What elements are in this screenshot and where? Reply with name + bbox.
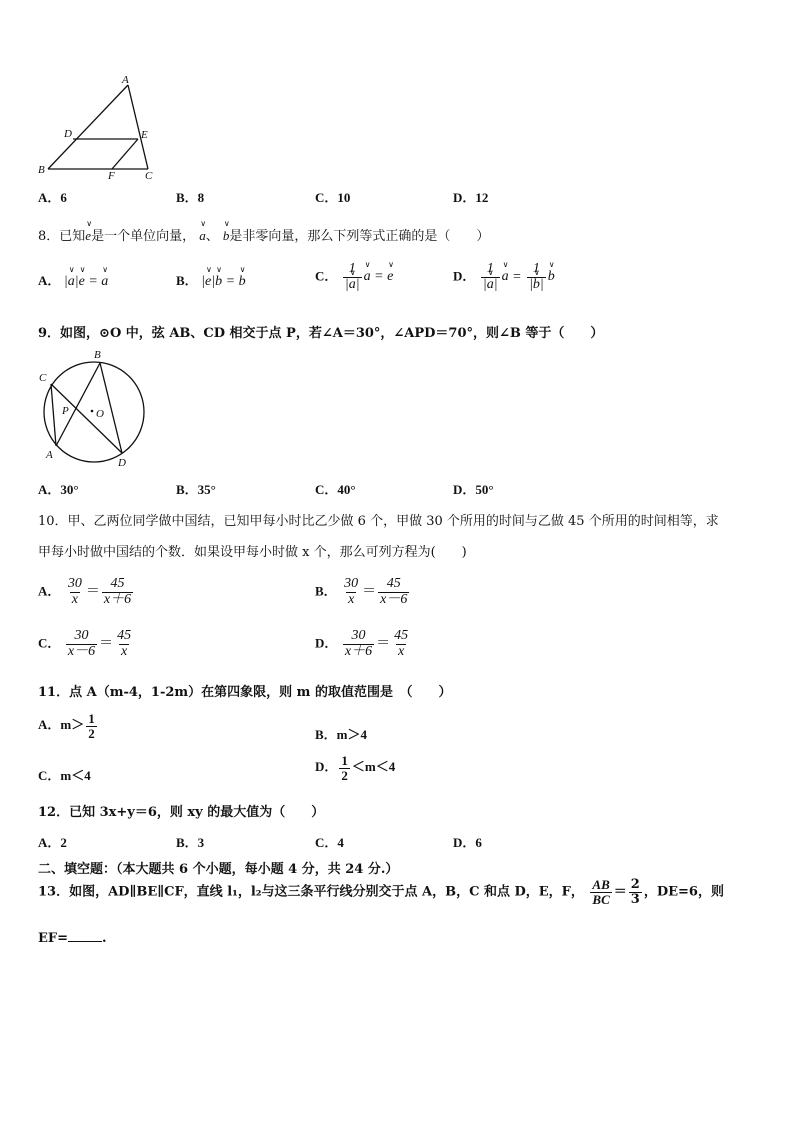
q10-b-left-den: x [348,591,355,607]
q10-option-c [38,629,135,659]
q13-ef-label: EF= [38,931,69,946]
q10-d-right-den: x [398,643,405,659]
q9-option-b: B．35° [176,482,216,497]
q8-vec-a: ∨ a [199,228,206,244]
question-11: 11．点 A（m-4，1-2m）在第四象限，则 m 的取值范围是 （ ） [38,685,452,700]
q8-opt-c-vec-a: ∨ a [349,278,356,293]
q10-a-right-num: 45 [110,576,125,591]
q8-vec-e: ∨ e [85,228,91,244]
q10-option-d [315,629,412,659]
question-10-line1: 10．甲、乙两位同学做中国结，已知甲每小时比乙少做 6 个，甲做 30 个所用的时间与乙做 45 个所用的时间相等，求 [38,514,719,529]
section-title: 二、填空题：（本大题共 6 个小题，每小题 4 分，共 24 分.） [38,862,399,877]
q8-option-b: B． |∨ e|∨ b = ∨ b [176,270,246,290]
q10-option-c-label: C． [38,635,61,651]
question-8 [38,225,489,244]
q10-c-eq: ＝ [99,636,114,652]
q7-option-b: B．8 [176,190,205,205]
q8-opt-a-vec-e: ∨ e [79,274,85,290]
q8-option-c: C． $\frac{1}{|\vee a|}$ ∨ a = ∨ e [315,262,393,292]
fig7-label-e: E [141,129,148,141]
q11-option-d [315,754,395,782]
q11-a-den: 2 [88,725,95,741]
q10-c-left-den: x－6 [67,643,96,659]
q11-d-den: 2 [341,767,348,783]
fig9-label-c: C [39,372,47,384]
q10-option-a [38,577,135,607]
q13-frac-num: AB [592,877,610,892]
q8-opt-c-one: 1 [348,261,356,276]
q13-frac-den: BC [592,891,610,907]
q9-option-d: D．50° [453,482,494,497]
q8-opt-d-vec-b2: ∨ b [548,269,555,285]
q8-text-pre: 8．已知 [38,229,86,244]
q8-option-c-label: C． [315,268,338,284]
question-9: 9．如图，⊙O 中，弦 AB、CD 相交于点 P，若∠A＝30°，∠APD＝70°，则∠B 等于（ ） [38,326,604,341]
triangle-figure [30,72,165,182]
circle-figure [34,346,154,472]
q10-b-right-den: x－6 [380,591,408,607]
q8-opt-d-vec-a2: ∨ a [502,269,509,285]
q12-option-a: A．2 [38,835,67,850]
q10-b-right-num: 45 [386,576,401,591]
answer-blank[interactable] [68,929,102,942]
q11-option-d-text: ＜m＜4 [351,759,396,775]
q9-option-a: A．30° [38,482,79,497]
q11-d-num: 1 [341,753,348,768]
q11-option-c: C．m＜4 [38,768,91,783]
q8-opt-a-vec-a: ∨ a [68,274,75,290]
fig9-label-o: O [96,408,104,420]
q8-option-a-label: A． [38,273,61,288]
q13-val-den: 3 [630,891,640,907]
q10-option-d-label: D． [315,635,338,651]
q13-val-num: 2 [630,877,640,892]
fig7-label-f: F [108,170,115,182]
q10-option-a-label: A． [38,583,61,599]
q13-text-pre: 13．如图，AD∥BE∥CF，直线 l₁，l₂与这三条平行线分别交于点 A，B，C 和点 D，E，F， [38,884,584,900]
q8-text-mid2: 、 [205,229,219,244]
q10-option-b-label: B． [315,583,337,599]
q11-a-num: 1 [88,711,95,726]
fig7-label-a: A [122,74,129,86]
q10-d-left-num: 30 [351,628,366,643]
fig7-label-d: D [64,128,72,140]
q8-opt-b-vec-b: ∨ b [215,274,222,290]
q10-c-right-num: 45 [117,628,132,643]
q8-opt-d-vec-a: ∨ a [487,278,494,293]
q8-option-a: A． |∨ a|∨ e = ∨ a [38,270,108,290]
q7-option-d: D．12 [453,190,489,205]
q13-eq: ＝ [613,884,627,900]
fig9-label-b: B [94,349,101,361]
q12-option-b: B．3 [176,835,205,850]
q10-a-right-den: x＋6 [103,591,132,607]
fig9-label-d: D [118,457,126,469]
q13-end: . [102,931,107,946]
q8-option-d-label: D． [453,268,476,284]
q8-opt-b-vec-e: ∨ e [205,274,211,290]
q8-text-mid1: 是一个单位向量， [91,229,196,244]
q8-vec-b: ∨ b [223,228,230,244]
fig9-label-a: A [46,449,53,461]
q8-text-post: 是非零向量，那么下列等式正确的是（ ） [229,229,490,244]
q9-option-c: C．40° [315,482,356,497]
question-13 [38,878,724,906]
q10-b-left-num: 30 [344,576,359,591]
q11-option-b: B．m＞4 [315,727,368,742]
q11-option-a-text: A．m＞ [38,717,85,733]
q10-a-eq: ＝ [85,584,100,600]
fig7-label-c: C [145,170,153,182]
q10-a-left-den: x [71,591,78,607]
q12-option-c: C．4 [315,835,344,850]
q7-option-a: A．6 [38,190,67,205]
q11-option-d-label: D． [315,759,338,775]
fig7-label-b: B [38,164,45,176]
fig9-label-p: P [62,405,69,417]
q10-d-left-den: x＋6 [344,643,373,659]
q10-b-eq: ＝ [362,584,377,600]
q11-option-a [38,712,99,740]
q8-option-d: D． $\frac{1}{|\vee a|}$ ∨ a = $\frac{1}{|\vee b|}$ ∨ b [453,262,555,292]
q10-c-right-den: x [121,643,128,659]
question-12: 12．已知 3x+y＝6，则 xy 的最大值为（ ） [38,805,325,820]
q8-opt-b-vec-b2: ∨ b [239,274,246,290]
q13-line2 [38,929,107,946]
q8-opt-c-vec-a2: ∨ a [364,269,371,285]
q8-opt-d-one: 1 [486,261,494,276]
q8-opt-c-vec-e: ∨ e [387,269,393,285]
question-10-line2: 甲每小时做中国结的个数．如果设甲每小时做 x 个，那么可列方程为( ) [38,545,467,560]
q10-d-right-num: 45 [394,628,409,643]
q10-option-b [315,577,411,607]
q8-option-b-label: B． [176,273,198,288]
q10-a-left-num: 30 [67,576,82,591]
q8-opt-a-vec-a2: ∨ a [101,274,108,290]
q8-opt-d-vec-b: ∨ b [533,278,540,293]
q10-c-left-num: 30 [74,628,89,643]
q7-option-c: C．10 [315,190,351,205]
q13-text-post: ，DE=6，则 [643,884,724,900]
q8-opt-d-one2: 1 [532,261,540,276]
q10-d-eq: ＝ [376,636,391,652]
q12-option-d: D．6 [453,835,482,850]
